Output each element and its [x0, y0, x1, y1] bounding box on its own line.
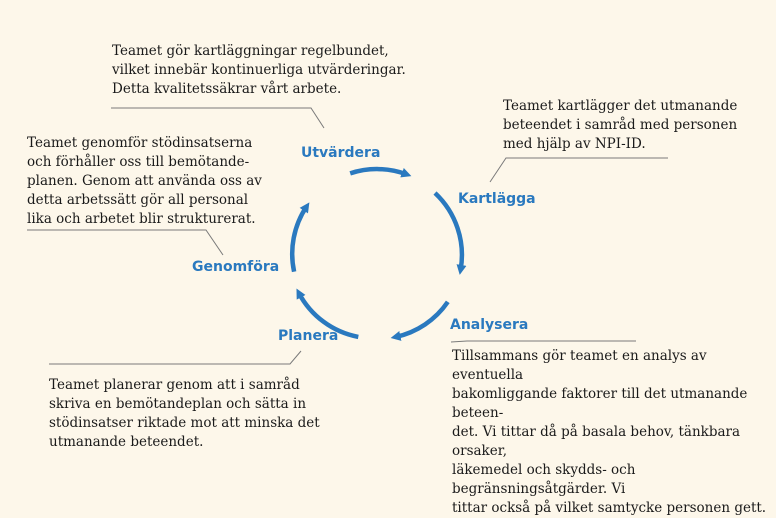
leader-line-planera — [49, 351, 301, 364]
note-planera: Teamet planerar genom att i samråd skriva en bemötandeplan och sätta in stödinsatser riktade mot att minska det utmanande beteendet. — [49, 377, 320, 450]
arc-analysera-to-planera — [396, 302, 448, 337]
stage-label-planera: Planera — [278, 328, 339, 344]
leader-line-kartlagga — [490, 158, 668, 182]
arc-genomfora-to-utvardera — [292, 207, 306, 272]
stage-label-kartlagga: Kartlägga — [458, 191, 536, 207]
leader-line-utvardera — [111, 108, 324, 128]
leader-line-genomfora — [27, 230, 223, 255]
stage-label-utvardera: Utvärdera — [301, 145, 381, 161]
leader-line-analysera — [451, 341, 636, 342]
note-analysera: Tillsammans gör teamet en analys av eventuella bakomliggande faktorer till det utmanande beteen- det. Vi tittar då på basala behov, tänkbara orsaker, läkemedel och skydds- och begränsningsåtgärder. Vi tittar också på vilket samtycke personen gett. — [452, 348, 767, 516]
note-genomfora: Teamet genomför stödinsatserna och förhåller oss till bemötande- planen. Genom att använda oss av detta arbetssätt gör all personal lika och arbetet blir strukturerat. — [27, 135, 262, 227]
arc-utvardera-to-kartlagga — [350, 169, 407, 174]
stage-label-genomfora: Genomföra — [192, 259, 280, 275]
stage-label-analysera: Analysera — [450, 317, 529, 333]
note-kartlagga: Teamet kartlägger det utmanande beteendet i samråd med personen med hjälp av NPI-ID. — [503, 98, 738, 152]
note-utvardera: Teamet gör kartläggningar regelbundet, vilket innebär kontinuerliga utvärderingar. Detta kvalitetssäkrar vårt arbete. — [112, 43, 406, 97]
